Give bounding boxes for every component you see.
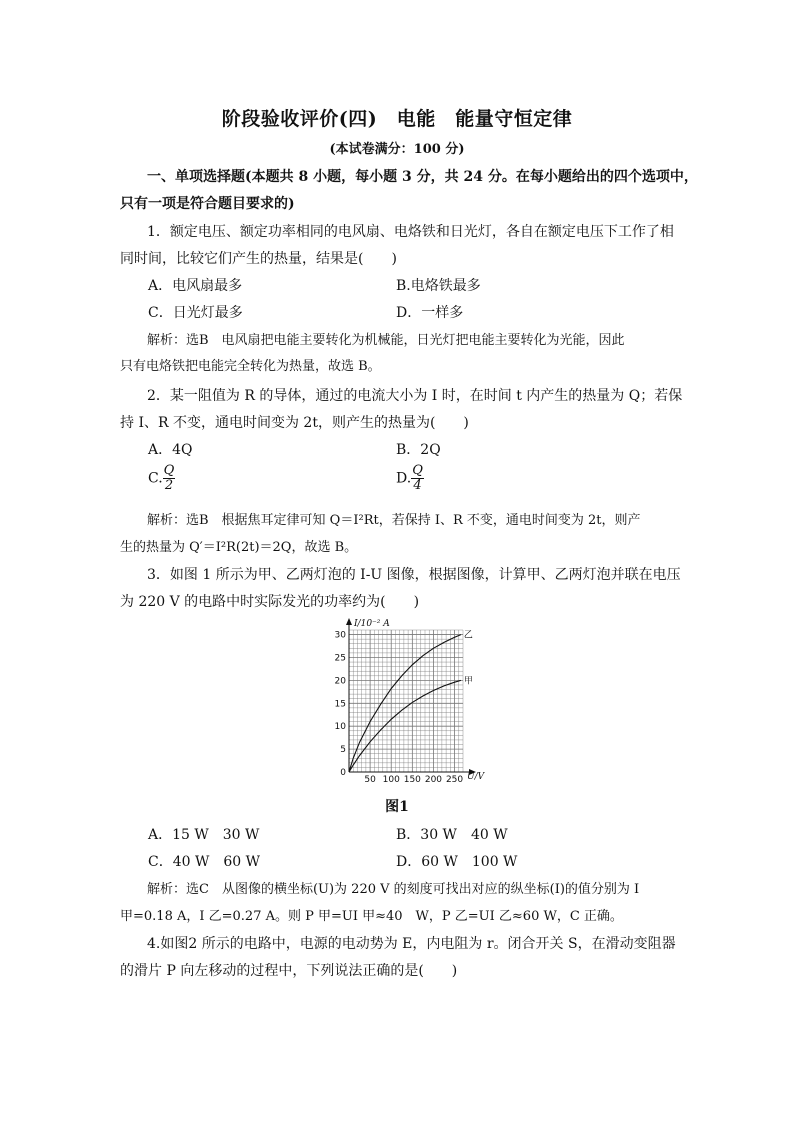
chart-grid [349,630,463,772]
page-subtitle: (本试卷满分：100 分) [329,142,465,157]
q1-line1: 1．额定电压、额定功率相同的电风扇、电烙铁和日光灯，各自在额定电压下工作了相 [147,224,674,240]
x-tick-label: 100 [382,775,400,785]
q2-option-c-fraction [163,464,176,493]
y-tick-label: 5 [340,745,346,756]
q2-answer-line1: 解析：选B 根据焦耳定律可知 Q＝I²Rt，若保持 I、R 不变，通电时间变为 2t，则产 [147,513,641,528]
x-tick-label: 50 [364,775,376,785]
q2-option-d-letter: D. [396,470,412,487]
y-tick-label: 15 [334,699,346,710]
q2-line1: 2．某一阻值为 R 的导体，通过的电流大小为 I 时，在时间 t 内产生的热量为 Q；若保 [147,388,683,404]
q3-option-c: C．40 W 60 W [148,854,261,870]
q1-option-d: D．一样多 [396,305,464,321]
y-tick-label: 25 [334,653,346,664]
series-label-0: 乙 [463,630,473,641]
q3-answer-line1: 解析：选C 从图像的横坐标(U)为 220 V 的刻度可找出对应的纵坐标(I)的值分别为 I [147,882,640,897]
q2-option-c [148,464,175,493]
q2-option-d-denominator: 4 [413,478,422,493]
q1-option-c: C．日光灯最多 [148,305,243,321]
page-title: 阶段验收评价(四) 电能 能量守恒定律 [221,108,573,130]
x-tick-label: 200 [424,775,443,785]
q4-line2: 的滑片 P 向左移动的过程中，下列说法正确的是( ) [120,963,458,979]
y-tick-label: 20 [334,676,346,687]
y-axis-arrow [346,618,352,625]
iu-chart [322,616,485,788]
q1-option-b: B.电烙铁最多 [396,278,481,294]
q1-line2: 同时间，比较它们产生的热量，结果是( ) [120,251,397,267]
figure-1-caption: 图1 [385,799,409,815]
q2-option-c-denominator: 2 [164,478,174,493]
series-label-1: 甲 [463,676,473,687]
y-tick-label: 0 [340,768,346,778]
q3-option-a: A．15 W 30 W [148,827,260,843]
section-heading-line2: 只有一项是符合题目要求的) [120,196,295,212]
q1-option-a: A．电风扇最多 [148,278,243,294]
q2-option-d-numerator: Q [412,463,423,478]
q2-line2: 持 I、R 不变，通电时间变为 2t，则产生的热量为( ) [120,415,469,431]
q2-option-b: B．2Q [396,442,441,458]
q4-line1: 4.如图2 所示的电路中，电源的电动势为 E，内电阻为 r。闭合开关 S，在滑动变阻器 [147,936,676,952]
section-heading-line1: 一、单项选择题(本题共 8 小题，每小题 3 分，共 24 分。在每小题给出的四个选项中， [147,169,698,185]
q3-option-d: D．60 W 100 W [396,854,518,870]
y-axis-label: I/10⁻² A [354,619,390,629]
q3-option-b: B．30 W 40 W [396,827,508,843]
q2-option-c-numerator: Q [163,463,175,478]
q3-answer-line2: 甲=0.18 A，I 乙=0.27 A。则 P 甲=UI 甲≈40 W，P 乙=UI 乙≈60 W，C 正确。 [120,909,623,924]
y-tick-label: 30 [334,630,346,641]
q1-answer-line1: 解析：选B 电风扇把电能主要转化为机械能，日光灯把电能主要转化为光能，因此 [147,333,625,348]
q2-option-d-fraction [411,464,424,493]
x-axis-label: U/V [467,772,485,782]
q2-option-c-letter: C. [148,470,163,487]
q2-option-a: A．4Q [148,442,193,458]
q2-answer-line2: 生的热量为 Q′＝I²R(2t)＝2Q，故选 B。 [120,540,358,555]
q3-line2: 为 220 V 的电路中时实际发光的功率约为( ) [120,594,420,610]
q3-line1: 3．如图 1 所示为甲、乙两灯泡的 I-U 图像，根据图像，计算甲、乙两灯泡并联在电压 [147,567,681,583]
q1-answer-line2: 只有电烙铁把电能完全转化为热量，故选 B。 [120,359,381,374]
x-tick-label: 250 [445,775,464,785]
y-tick-label: 10 [334,722,346,733]
q2-option-d [396,464,424,493]
x-tick-label: 150 [403,775,421,785]
